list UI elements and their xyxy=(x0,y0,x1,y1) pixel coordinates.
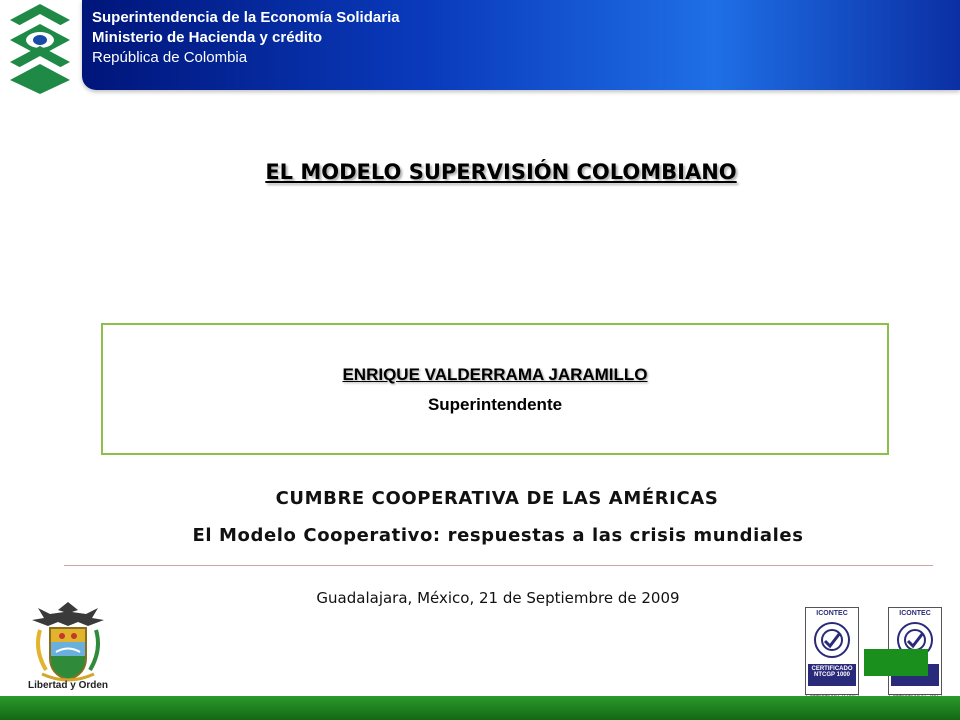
supersolidaria-logo xyxy=(0,0,80,96)
certification-seal-icon xyxy=(812,620,852,660)
coat-caption: Libertad y Orden xyxy=(28,680,109,691)
header-ministry: Ministerio de Hacienda y crédito xyxy=(92,29,323,46)
footer-bar xyxy=(0,696,960,720)
cert-org: ICONTEC xyxy=(899,610,931,617)
divider xyxy=(64,565,933,566)
speaker-box xyxy=(101,323,889,455)
speaker-role: Superintendente xyxy=(427,395,563,414)
header-banner xyxy=(82,0,960,90)
cert-org: ICONTEC xyxy=(816,610,848,617)
place-date: Guadalajara, México, 21 de Septiembre de 2009 xyxy=(316,589,680,607)
header-entity-name: Superintendencia de la Economía Solidaria xyxy=(92,9,400,26)
speaker-name: ENRIQUE VALDERRAMA JARAMILLO xyxy=(342,365,648,384)
main-title: EL MODELO SUPERVISIÓN COLOMBIANO xyxy=(265,160,737,184)
icontec-ntcgp-badge xyxy=(805,607,859,695)
header-country: República de Colombia xyxy=(92,49,248,66)
event-subtitle: El Modelo Cooperativo: respuestas a las crisis mundiales xyxy=(192,525,804,546)
green-block xyxy=(864,649,928,676)
logo-stack-icon xyxy=(10,4,70,94)
event-title: CUMBRE COOPERATIVA DE LAS AMÉRICAS xyxy=(275,488,719,509)
cert-label: CERTIFICADO NTCGP 1000 xyxy=(811,666,853,678)
